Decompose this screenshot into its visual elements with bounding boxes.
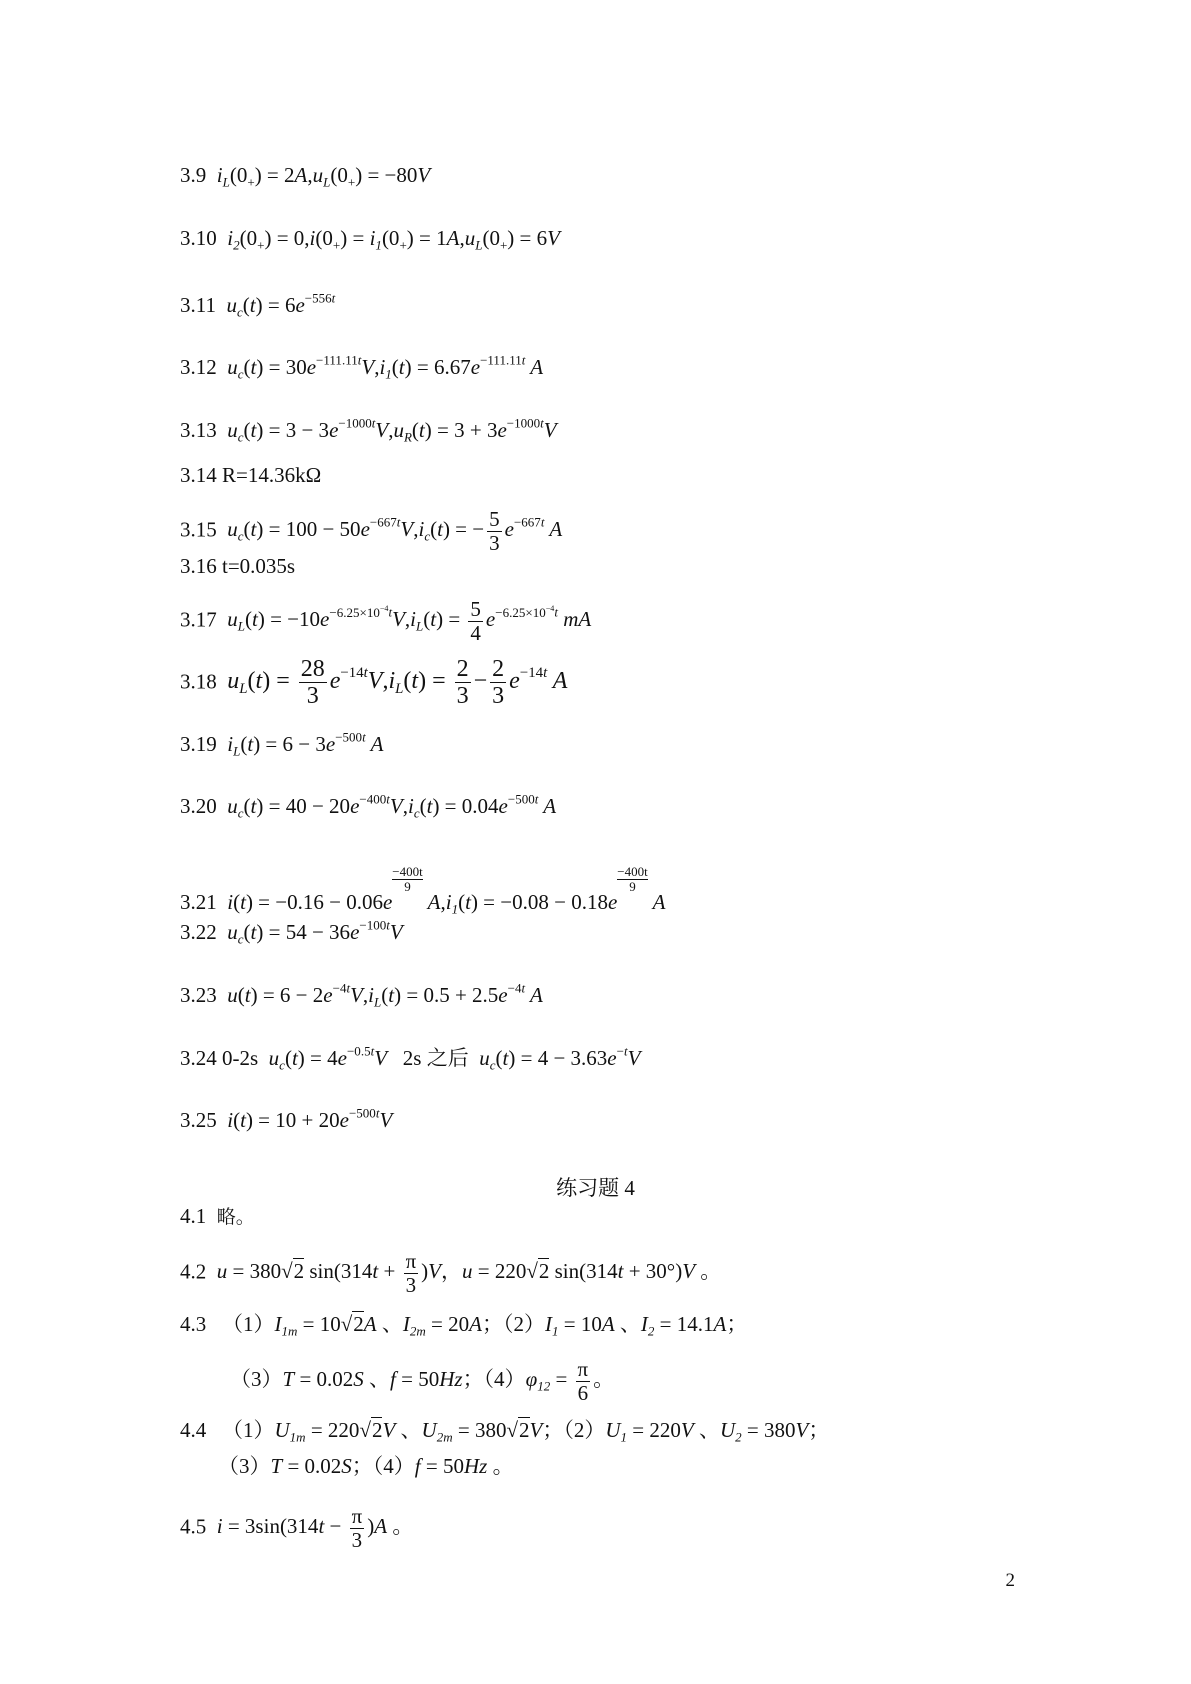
formula: $i_L(t) = 6 - 3e^{-500t}$ A [227, 729, 384, 759]
item-3-21: 3.21 i(t) = −0.16 − 0.06e $\frac{-400t}{9}$ $A,i_1(t) = -0.08 - 0.18e$ $\frac{-400t}{9}$ A [180, 864, 666, 917]
formula: i = 3sin(314t − $\frac{\pi}{3}$ )A 。 [216, 1504, 414, 1553]
item-3-11: 3.11 $u_c(t) = 6e^{-556t}$ [180, 290, 336, 320]
item-4-4-continued [218, 1456, 514, 1477]
item-3-17: 3.17 $u_L(t) = -10e^{-6.25\times 10^{-4}t}V,i_L(t)$ = $\frac{5}{4}$ $e^{-6.25\times 10^{-4}t}$ mA [180, 597, 592, 646]
formula: （3）T = 0.02S 、f = 50Hz；$(4)\varphi_{12}$ = $\frac{\pi}{6}$ 。 [230, 1357, 615, 1406]
item-3-10: 3.10 $i_2(0_+) = 0,i(0_+) = i_1(0_+) = 1A,u_L(0_+) = 6V$ [180, 226, 560, 253]
item-3-9: 3.9 $i_L(0_+) = 2A,u_L(0_+) = -80V$ [180, 163, 431, 190]
item-3-14: 3.14 R=14.36kΩ [180, 463, 322, 487]
item-3-24: 3.24 0-2s $u_c(t) = 4e^{-0.5t}V$ 2s 之后 $u_c(t) = 4 - 3.63e^{-t}V$ [180, 1043, 641, 1073]
formula: $u_c(t) = 30e^{-111.11t}V,i_1(t) = 6.67e^{-111.11t}$ A [227, 352, 544, 382]
item-3-12: 3.12 $u_c(t) = 30e^{-111.11t}V,i_1(t) = 6.67e^{-111.11t}$ A [180, 352, 544, 382]
formula: $(1)U_{1m} = 220√2V$ 、$U_{2m} = 380√2V$；$(2)U_1 = 220V$ 、$U_2 = 380V$； [222, 1418, 830, 1445]
formula: $u_c(t) = 4 - 3.63e^{-t}V$ [479, 1043, 641, 1073]
formula: $i_L(0_+) = 2A,u_L(0_+) = -80V$ [216, 163, 431, 190]
formula: （3）T = 0.02S；（4）f = 50Hz 。 [218, 1454, 514, 1478]
formula: u = 380√2 sin(314t + $\frac{\pi}{3}$ )V，u = 220√2 sin(314t + 30°)V 。 [216, 1249, 722, 1298]
item-3-16: 3.16 t=0.035s [180, 554, 296, 578]
item-4-4: 4.4 $(1)U_{1m} = 220√2V$ 、$U_{2m} = 380√2V$；$(2)U_1 = 220V$ 、$U_2 = 380V$； [180, 1418, 830, 1445]
item-4-1: 4.1 略。 [180, 1204, 255, 1228]
item-4-3: 4.3 $(1)I_{1m} = 10√2A$ 、$I_{2m} = 20A$；$(2)I_1 = 10A$ 、$I_2 = 14.1A$； [180, 1312, 748, 1339]
formula: $u_c(t) = 4e^{-0.5t}V$ [268, 1043, 388, 1073]
item-3-15: 3.15 $u_c(t) = 100 - 50e^{-667t}V,i_c(t)$ = − $\frac{5}{3}$ $e^{-667t}$ A [180, 507, 563, 556]
formula: $i(t) = 10 + 20e^{-500t}V$ [227, 1105, 393, 1132]
formula: $u_c(t) = 40 - 20e^{-400t}V,i_c(t) = 0.04e^{-500t}$ A [227, 791, 557, 821]
item-3-22: 3.22 $u_c(t) = 54 - 36e^{-100t}V$ [180, 917, 403, 947]
item-3-18: 3.18 $u_L(t)$ = $\frac{28}{3}$ $e^{-14t}V,i_L(t)$ = $\frac{2}{3}$ − $\frac{2}{3}$ $e^{-14t}$ A [180, 656, 568, 710]
item-3-13: 3.13 $u_c(t) = 3 - 3e^{-1000t}V,u_R(t) = 3 + 3e^{-1000t}V$ [180, 415, 557, 445]
item-3-23: 3.23 $u(t) = 6 - 2e^{-4t}V,i_L(t) = 0.5 + 2.5e^{-4t}$ A [180, 980, 543, 1010]
item-4-5: 4.5 i = 3sin(314t − $\frac{\pi}{3}$ )A 。 [180, 1504, 414, 1553]
item-3-25: 3.25 $i(t) = 10 + 20e^{-500t}V$ [180, 1105, 393, 1132]
formula: $u_c(t) = 100 - 50e^{-667t}V,i_c(t)$ = − $\frac{5}{3}$ $e^{-667t}$ A [227, 507, 563, 556]
formula: $u_L(t)$ = $\frac{28}{3}$ $e^{-14t}V,i_L(t)$ = $\frac{2}{3}$ − $\frac{2}{3}$ $e^{-14t}$ A [227, 656, 568, 710]
item-4-2: 4.2 u = 380√2 sin(314t + $\frac{\pi}{3}$ )V，u = 220√2 sin(314t + 30°)V 。 [180, 1249, 722, 1298]
formula: $u_L(t) = -10e^{-6.25\times 10^{-4}t}V,i_L(t)$ = $\frac{5}{4}$ $e^{-6.25\times 10^{-4}t}$ mA [227, 597, 592, 646]
formula: i(t) = −0.16 − 0.06e $\frac{-400t}{9}$ $A,i_1(t) = -0.08 - 0.18e$ $\frac{-400t}{9}$ A [227, 864, 666, 917]
item-3-19: 3.19 $i_L(t) = 6 - 3e^{-500t}$ A [180, 729, 384, 759]
formula: $u_c(t) = 6e^{-556t}$ [226, 290, 336, 320]
formula: $u_c(t) = 3 - 3e^{-1000t}V,u_R(t) = 3 + 3e^{-1000t}V$ [227, 415, 557, 445]
item-4-3-continued [230, 1358, 614, 1405]
formula: $u_c(t) = 54 - 36e^{-100t}V$ [227, 917, 403, 947]
item-3-20: 3.20 $u_c(t) = 40 - 20e^{-400t}V,i_c(t) = 0.04e^{-500t}$ A [180, 791, 557, 821]
page-number: 2 [1005, 1570, 1015, 1591]
section-title: 练习题 4 [556, 1176, 635, 1200]
formula: $i_2(0_+) = 0,i(0_+) = i_1(0_+) = 1A,u_L(0_+) = 6V$ [227, 226, 560, 253]
formula: $u(t) = 6 - 2e^{-4t}V,i_L(t) = 0.5 + 2.5e^{-4t}$ A [227, 980, 543, 1010]
formula: $(1)I_{1m} = 10√2A$ 、$I_{2m} = 20A$；$(2)I_1 = 10A$ 、$I_2 = 14.1A$； [222, 1312, 748, 1339]
